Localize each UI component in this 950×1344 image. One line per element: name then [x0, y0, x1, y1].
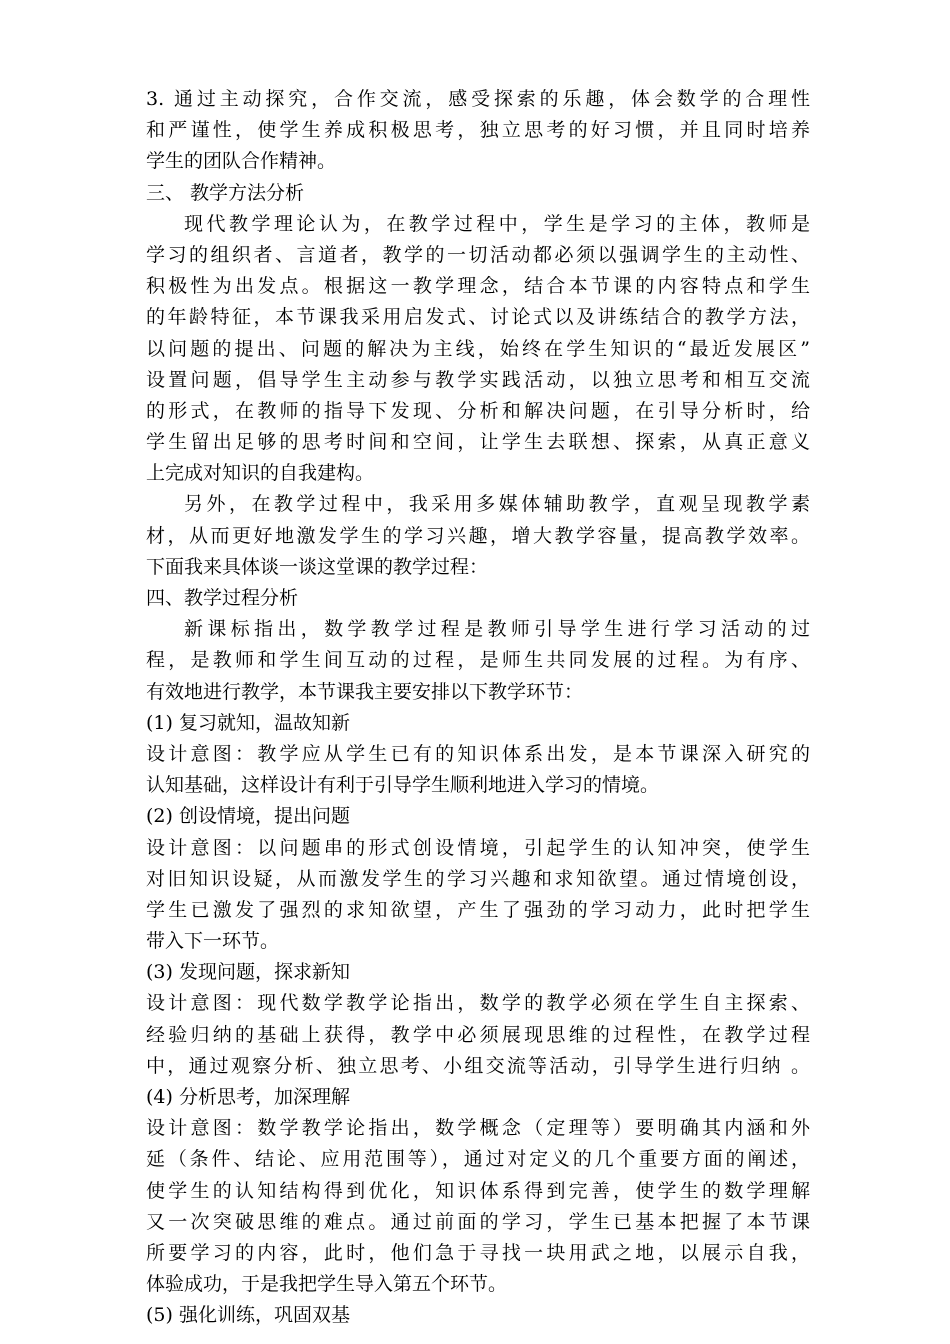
text-line: 设计意图：数学教学论指出，数学概念（定理等）要明确其内涵和外	[146, 1117, 810, 1140]
text-line: 设计意图：以问题串的形式创设情境，引起学生的认知冲突，使学生	[146, 836, 810, 859]
text-line: 延（条件、结论、应用范围等），通过对定义的几个重要方面的阐述，	[146, 1148, 810, 1171]
text-line: 上完成对知识的自我建构。	[146, 462, 375, 485]
text-line: 认知基础，这样设计有利于引导学生顺利地进入学习的情境。	[146, 774, 660, 797]
text-line: 学生已激发了强烈的求知欲望，产生了强劲的学习动力，此时把学生	[146, 898, 810, 921]
text-line: 以问题的提出、问题的解决为主线，始终在学生知识的“最近发展区”	[146, 337, 810, 360]
document-page	[146, 84, 810, 1332]
text-line: 带入下一环节。	[146, 930, 280, 953]
text-line: 3. 通过主动探究，合作交流，感受探索的乐趣，体会数学的合理性	[146, 88, 810, 110]
text-line: 下面我来具体谈一谈这堂课的教学过程：	[146, 555, 489, 578]
text-line: 体验成功，于是我把学生导入第五个环节。	[146, 1273, 508, 1296]
text-line: 的年龄特征，本节课我采用启发式、讨论式以及讲练结合的教学方法，	[146, 306, 810, 329]
text-line: 和严谨性，使学生养成积极思考，独立思考的好习惯，并且同时培养	[146, 119, 810, 142]
text-line: 设置问题，倡导学生主动参与教学实践活动，以独立思考和相互交流	[146, 368, 810, 391]
text-line: 又一次突破思维的难点。通过前面的学习，学生已基本把握了本节课	[146, 1210, 810, 1233]
text-line: 中，通过观察分析、独立思考、小组交流等活动，引导学生进行归纳 。	[146, 1054, 810, 1077]
text-line: 四、教学过程分析	[146, 587, 299, 609]
text-line: 学生留出足够的思考时间和空间，让学生去联想、探索，从真正意义	[146, 431, 810, 454]
text-line: (1) 复习就知，温故知新	[146, 711, 350, 734]
text-line: 设计意图：现代数学教学论指出，数学的教学必须在学生自主探索、	[146, 992, 810, 1015]
text-line: 三、 教学方法分析	[146, 181, 305, 204]
text-line: 积极性为出发点。根据这一教学理念，结合本节课的内容特点和学生	[146, 275, 810, 298]
text-line: 设计意图：教学应从学生已有的知识体系出发，是本节课深入研究的	[146, 742, 810, 765]
text-line: 程，是教师和学生间互动的过程，是师生共同发展的过程。为有序、	[146, 649, 810, 672]
text-line: 所要学习的内容，此时，他们急于寻找一块用武之地，以展示自我，	[146, 1241, 810, 1264]
text-line: 学习的组织者、言道者，教学的一切活动都必须以强调学生的主动性、	[146, 243, 810, 266]
text-line: 另外，在教学过程中，我采用多媒体辅助教学，直观呈现教学素	[184, 493, 810, 516]
text-line: 的形式，在教师的指导下发现、分析和解决问题，在引导分析时，给	[146, 399, 810, 422]
text-line: (2) 创设情境，提出问题	[146, 805, 350, 828]
text-line: 有效地进行教学，本节课我主要安排以下教学环节：	[146, 680, 584, 703]
text-line: 经验归纳的基础上获得，教学中必须展现思维的过程性，在教学过程	[146, 1023, 810, 1046]
text-line: 学生的团队合作精神。	[146, 150, 337, 173]
text-line: 对旧知识设疑，从而激发学生的学习兴趣和求知欲望。通过情境创设，	[146, 867, 810, 890]
text-line: (5) 强化训练，巩固双基	[146, 1304, 350, 1327]
text-line: 新课标指出，数学教学过程是教师引导学生进行学习活动的过	[184, 618, 810, 641]
text-line: 材，从而更好地激发学生的学习兴趣，增大教学容量，提高教学效率。	[146, 524, 810, 547]
text-line: 使学生的认知结构得到优化，知识体系得到完善，使学生的数学理解	[146, 1179, 810, 1202]
text-line: (3) 发现问题，探求新知	[146, 961, 350, 984]
text-line: 现代教学理论认为，在教学过程中，学生是学习的主体，教师是	[184, 212, 810, 235]
text-line: (4) 分析思考，加深理解	[146, 1086, 350, 1108]
